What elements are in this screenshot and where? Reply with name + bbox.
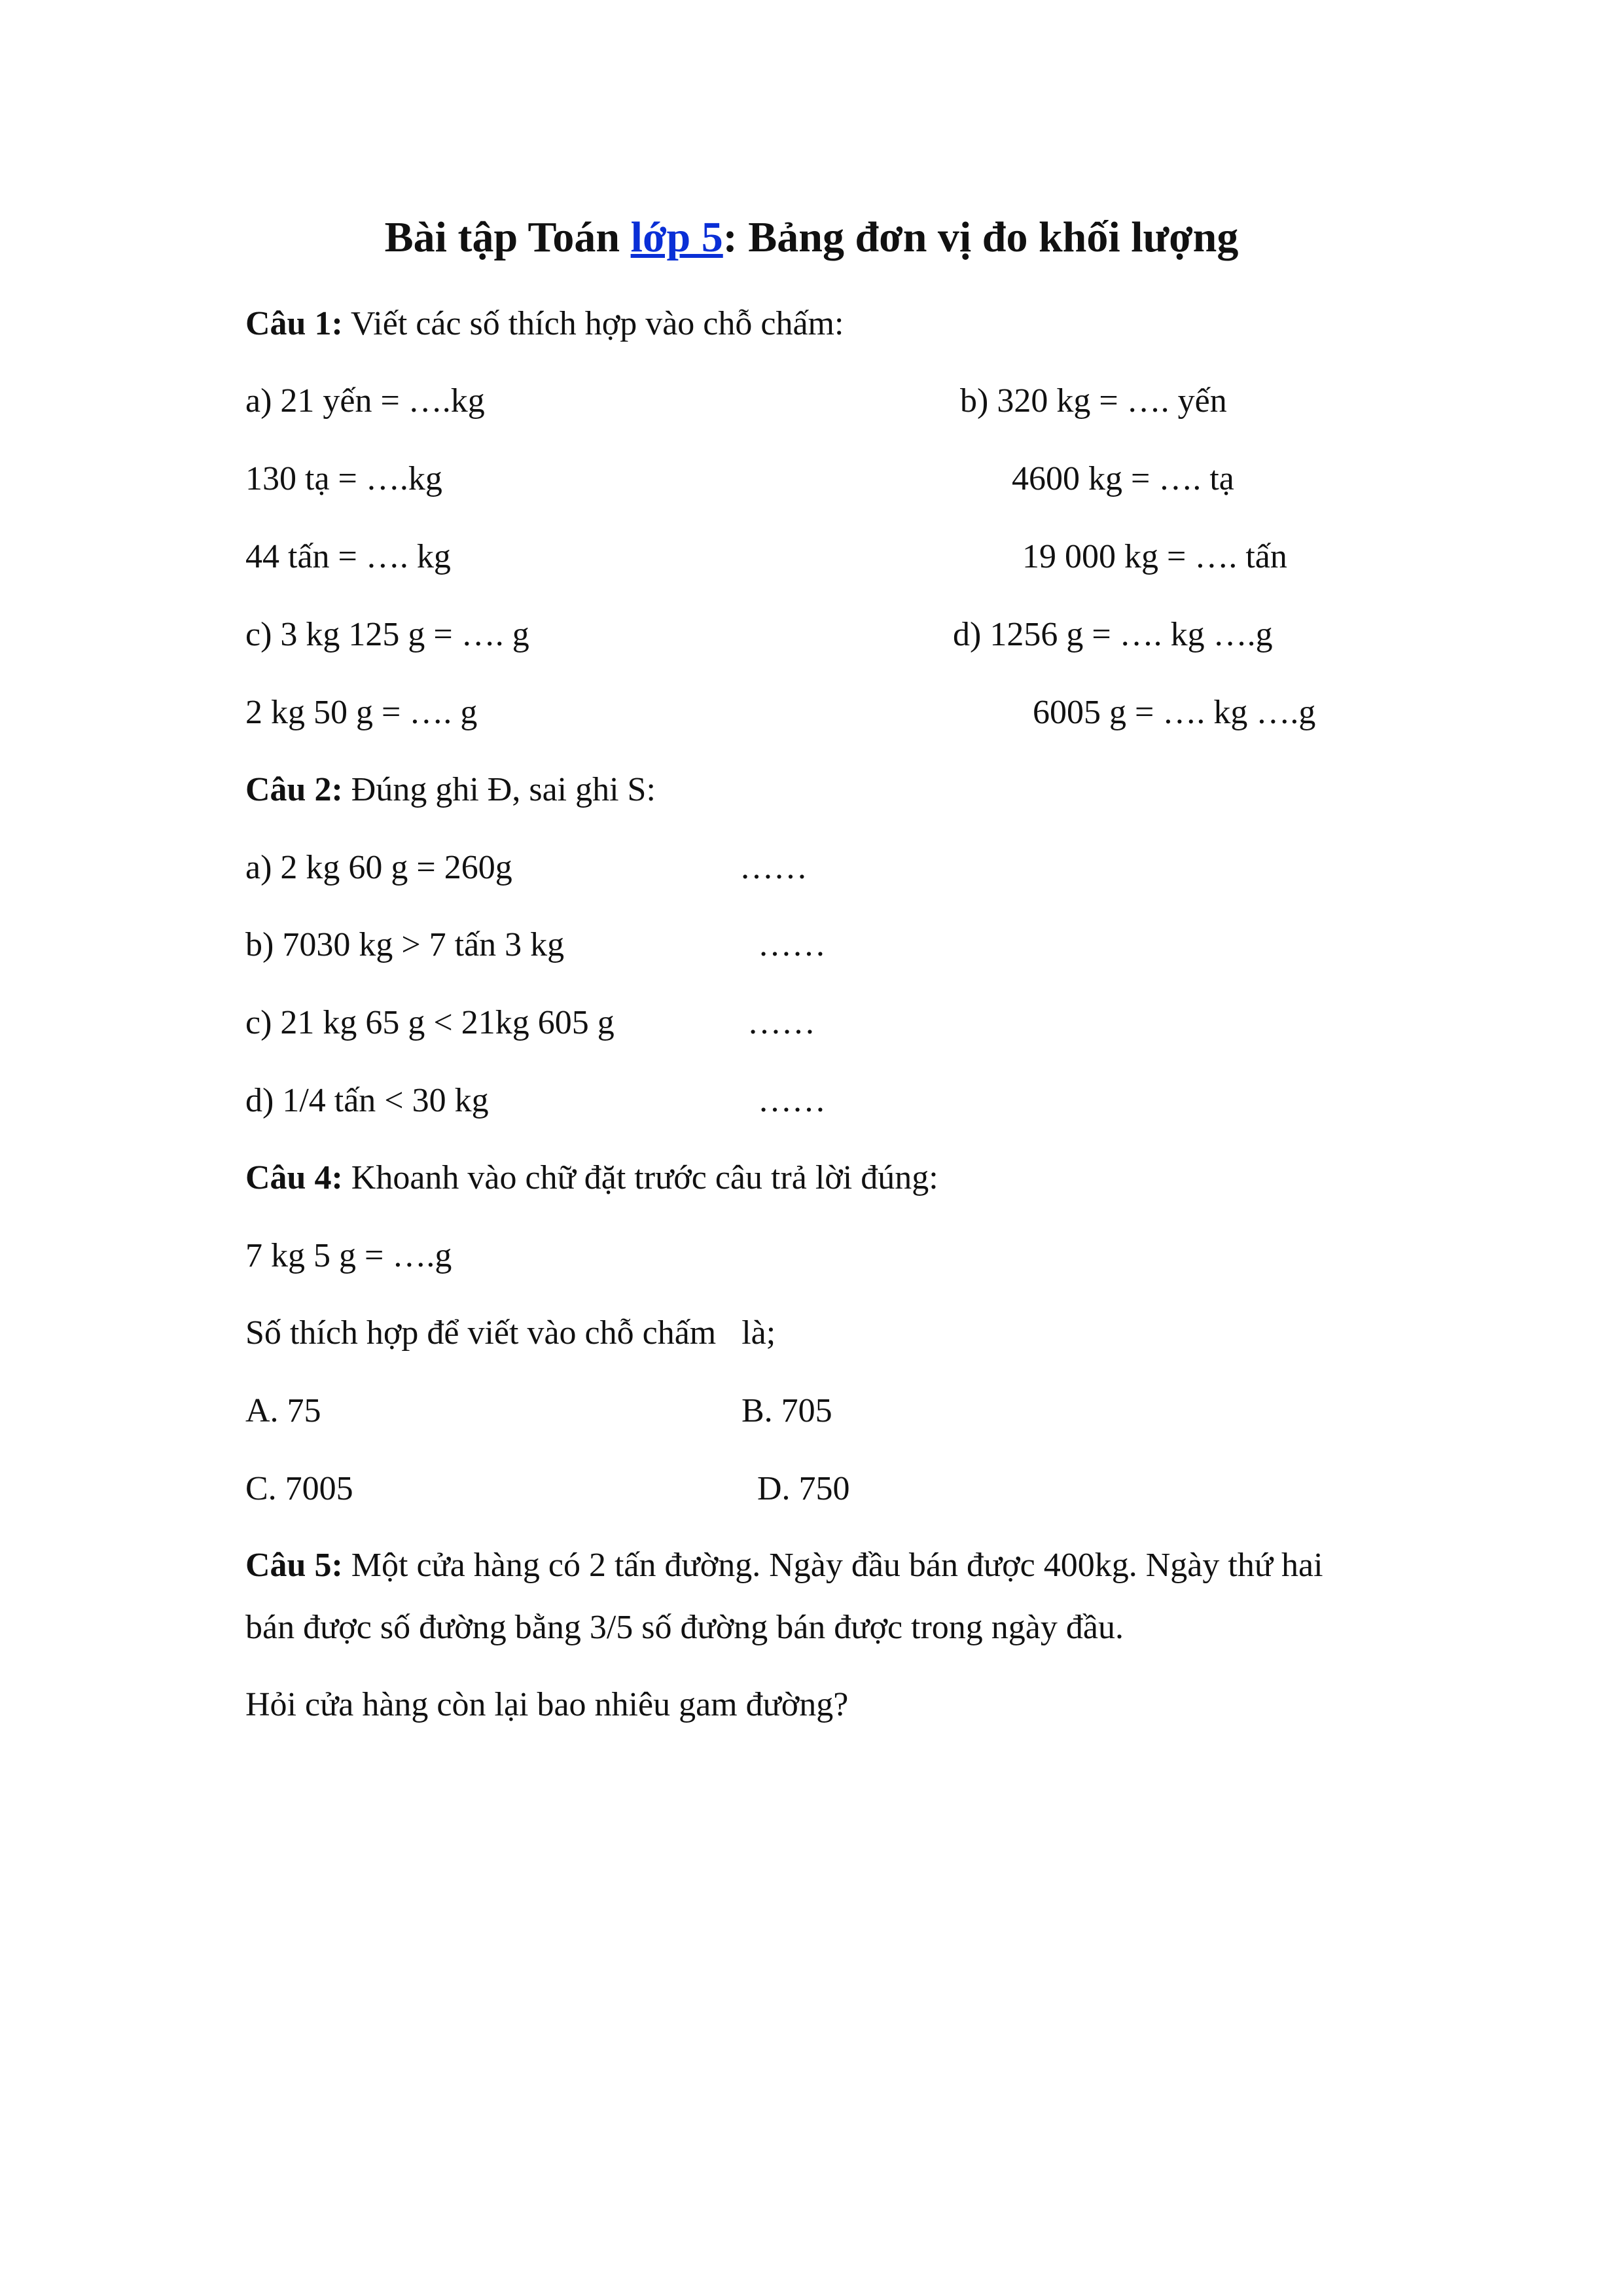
- q4-heading: [245, 1158, 938, 1198]
- q1-item-5-right: 6005 g = …. kg ….g: [1033, 694, 1316, 731]
- q1-item-2-right: 4600 kg = …. tạ: [1012, 460, 1234, 497]
- q5-line-2: bán được số đường bằng 3/5 số đường bán được trong ngày đầu.: [245, 1609, 1124, 1646]
- q5-text-1: Một cửa hàng có 2 tấn đường. Ngày đầu bán được 400kg. Ngày thứ hai: [342, 1547, 1323, 1584]
- q2-blank-b: ……: [758, 926, 826, 963]
- q4-option-c: C. 7005: [245, 1470, 353, 1507]
- q4-option-d: D. 750: [757, 1470, 850, 1507]
- q4-prompt: Số thích hợp để viết vào chỗ chấm là;: [245, 1314, 776, 1352]
- grade-link[interactable]: lớp 5: [630, 213, 723, 261]
- q2-item-b: b) 7030 kg > 7 tấn 3 kg: [245, 926, 565, 963]
- title-prefix: Bài tập Toán: [384, 213, 631, 261]
- q2-text: Đúng ghi Đ, sai ghi S:: [342, 771, 656, 808]
- q1-item-d-right: d) 1256 g = …. kg ….g: [953, 616, 1273, 653]
- q1-item-3-left: 44 tấn = …. kg: [245, 538, 451, 575]
- q1-label: Câu 1:: [245, 305, 343, 342]
- q1-text: Viết các số thích hợp vào chỗ chấm:: [342, 305, 844, 342]
- q5-line-3: Hỏi cửa hàng còn lại bao nhiêu gam đường?: [245, 1686, 849, 1723]
- q2-heading: [245, 770, 656, 810]
- q2-label: Câu 2:: [245, 771, 343, 808]
- q2-item-d: d) 1/4 tấn < 30 kg: [245, 1082, 489, 1119]
- q1-item-3-right: 19 000 kg = …. tấn: [1022, 538, 1287, 575]
- q2-blank-d: ……: [758, 1082, 826, 1119]
- title-suffix: : Bảng đơn vị đo khối lượng: [722, 213, 1239, 261]
- q1-heading: [245, 304, 844, 344]
- q2-item-a: a) 2 kg 60 g = 260g: [245, 849, 512, 886]
- page-title: [0, 211, 1623, 263]
- q1-item-2-left: 130 tạ = ….kg: [245, 460, 442, 497]
- q5-line-1: [245, 1545, 1323, 1586]
- q2-item-c: c) 21 kg 65 g < 21kg 605 g: [245, 1004, 615, 1041]
- q4-expression: 7 kg 5 g = ….g: [245, 1237, 452, 1274]
- q4-option-a: A. 75: [245, 1392, 321, 1429]
- q4-label: Câu 4:: [245, 1159, 343, 1196]
- q2-blank-a: ……: [740, 849, 808, 886]
- q4-text: Khoanh vào chữ đặt trước câu trả lời đúng:: [342, 1159, 938, 1196]
- q1-item-a-left: a) 21 yến = ….kg: [245, 382, 485, 420]
- q4-option-b: B. 705: [741, 1392, 832, 1429]
- q1-item-5-left: 2 kg 50 g = …. g: [245, 694, 478, 731]
- q1-item-c-left: c) 3 kg 125 g = …. g: [245, 616, 529, 653]
- q1-item-b-right: b) 320 kg = …. yến: [960, 382, 1227, 420]
- q2-blank-c: ……: [747, 1004, 815, 1041]
- q5-label: Câu 5:: [245, 1547, 343, 1584]
